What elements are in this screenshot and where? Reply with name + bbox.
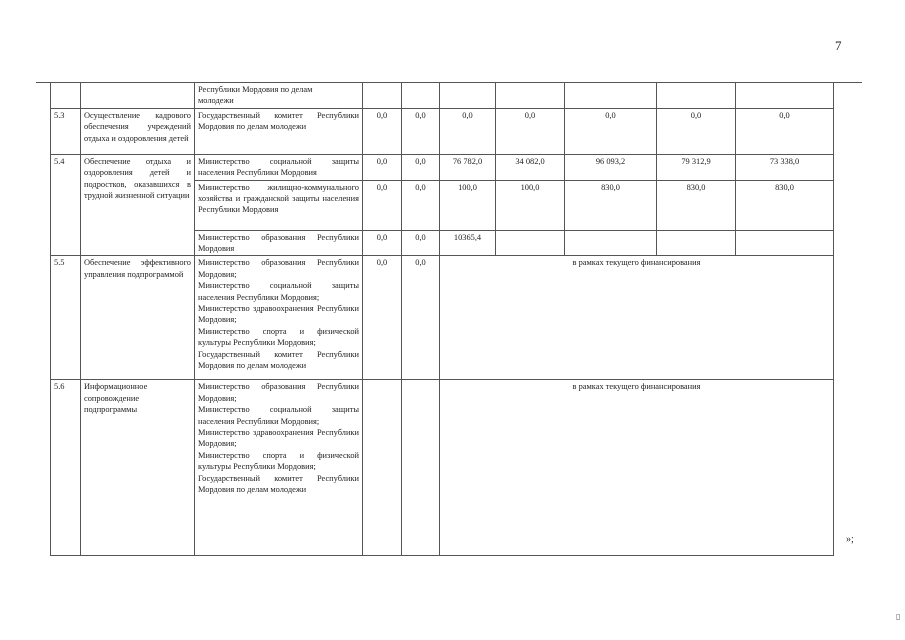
value-cell bbox=[736, 230, 834, 256]
value-cell: 830,0 bbox=[657, 180, 736, 230]
executor-cell bbox=[195, 108, 363, 154]
value-cell: 0,0 bbox=[363, 180, 402, 230]
value-cell: 0,0 bbox=[496, 108, 565, 154]
executor-line: Государственный комитет Республики Мордовия по делам молодежи bbox=[198, 349, 359, 371]
executor-line: Министерство здравоохранения Республики Мордовия; bbox=[198, 304, 359, 325]
value-cell: 0,0 bbox=[565, 108, 657, 154]
value-cell bbox=[496, 83, 565, 109]
measure-name: Обеспечение отдыха и оздоровления детей и подростков, оказавшихся в трудной жизненной ситуации bbox=[81, 154, 195, 256]
value-cell bbox=[657, 230, 736, 256]
table-row bbox=[51, 154, 834, 180]
value-cell: 0,0 bbox=[402, 154, 440, 180]
value-cell bbox=[402, 380, 440, 556]
table-row bbox=[51, 108, 834, 154]
value-cell bbox=[657, 83, 736, 109]
row-number: 5.5 bbox=[51, 256, 81, 380]
value-cell: 76 782,0 bbox=[440, 154, 496, 180]
value-cell bbox=[496, 230, 565, 256]
edge-mark: ▯ bbox=[896, 612, 901, 621]
value-cell bbox=[363, 83, 402, 109]
value-cell: 0,0 bbox=[363, 230, 402, 256]
executor-line: Государственный комитет Республики Мордовия по делам молодежи bbox=[198, 473, 359, 495]
value-cell: 10365,4 bbox=[440, 230, 496, 256]
executor-line: молодежи bbox=[198, 96, 234, 106]
value-cell: 0,0 bbox=[402, 180, 440, 230]
executor-cell bbox=[195, 180, 363, 230]
value-cell: 0,0 bbox=[363, 108, 402, 154]
financing-note: в рамках текущего финансирования bbox=[440, 256, 834, 380]
value-cell: 0,0 bbox=[363, 154, 402, 180]
executor-line: Министерство здравоохранения Республики Мордовия; bbox=[198, 428, 359, 449]
value-cell bbox=[565, 230, 657, 256]
value-cell: 0,0 bbox=[402, 230, 440, 256]
value-cell: 830,0 bbox=[736, 180, 834, 230]
executor-line: Государственный комитет Республики Мордовия по делам молодежи bbox=[198, 110, 359, 132]
table-row bbox=[51, 380, 834, 556]
value-cell: 0,0 bbox=[736, 108, 834, 154]
measure-name: Обеспечение эффективного управления подпрограммой bbox=[81, 256, 195, 380]
executor-cell bbox=[195, 83, 363, 109]
measure-name bbox=[81, 83, 195, 109]
value-cell bbox=[402, 83, 440, 109]
value-cell bbox=[736, 83, 834, 109]
value-cell bbox=[363, 380, 402, 556]
executor-cell bbox=[195, 380, 363, 556]
value-cell: 79 312,9 bbox=[657, 154, 736, 180]
executor-line: Министерство жилищно-коммунального хозяйства и гражданской защиты населения Республики Мордовия bbox=[198, 182, 359, 215]
executor-line: Министерство спорта и физической культуры Республики Мордовия; bbox=[198, 450, 359, 472]
value-cell: 100,0 bbox=[496, 180, 565, 230]
measure-name: Информационное сопровождение подпрограммы bbox=[81, 380, 195, 556]
executor-line: Министерство спорта и физической культуры Республики Мордовия; bbox=[198, 326, 359, 348]
financing-note: в рамках текущего финансирования bbox=[440, 380, 834, 556]
value-cell: 0,0 bbox=[440, 108, 496, 154]
value-cell: 0,0 bbox=[363, 256, 402, 380]
value-cell: 830,0 bbox=[565, 180, 657, 230]
closing-quote-mark: »; bbox=[846, 534, 854, 545]
value-cell: 0,0 bbox=[402, 256, 440, 380]
value-cell bbox=[565, 83, 657, 109]
table-row bbox=[51, 256, 834, 380]
executor-line: Министерство социальной защиты населения Республики Мордовия; bbox=[198, 281, 359, 302]
executor-cell bbox=[195, 256, 363, 380]
row-number: 5.3 bbox=[51, 108, 81, 154]
executor-cell bbox=[195, 230, 363, 256]
row-number bbox=[51, 83, 81, 109]
row-number: 5.4 bbox=[51, 154, 81, 256]
executor-cell bbox=[195, 154, 363, 180]
executor-line: Министерство образования Республики Мордовия; bbox=[198, 258, 359, 279]
row-number: 5.6 bbox=[51, 380, 81, 556]
executor-line: Министерство образования Республики Мордовия; bbox=[198, 382, 359, 403]
value-cell: 34 082,0 bbox=[496, 154, 565, 180]
measure-name: Осуществление кадрового обеспечения учреждений отдыха и оздоровления детей bbox=[81, 108, 195, 154]
value-cell: 100,0 bbox=[440, 180, 496, 230]
value-cell: 0,0 bbox=[402, 108, 440, 154]
executor-line: Республики Мордовия по делам bbox=[198, 85, 313, 94]
executor-line: Министерство социальной защиты населения Республики Мордовия bbox=[198, 156, 359, 178]
page-number: 7 bbox=[835, 38, 842, 53]
value-cell: 96 093,2 bbox=[565, 154, 657, 180]
subprogram-table bbox=[50, 82, 834, 556]
table-row bbox=[51, 83, 834, 109]
value-cell: 0,0 bbox=[657, 108, 736, 154]
executor-line: Министерство образования Республики Мордовия bbox=[198, 232, 359, 254]
executor-line: Министерство социальной защиты населения Республики Мордовия; bbox=[198, 405, 359, 426]
value-cell: 73 338,0 bbox=[736, 154, 834, 180]
value-cell bbox=[440, 83, 496, 109]
